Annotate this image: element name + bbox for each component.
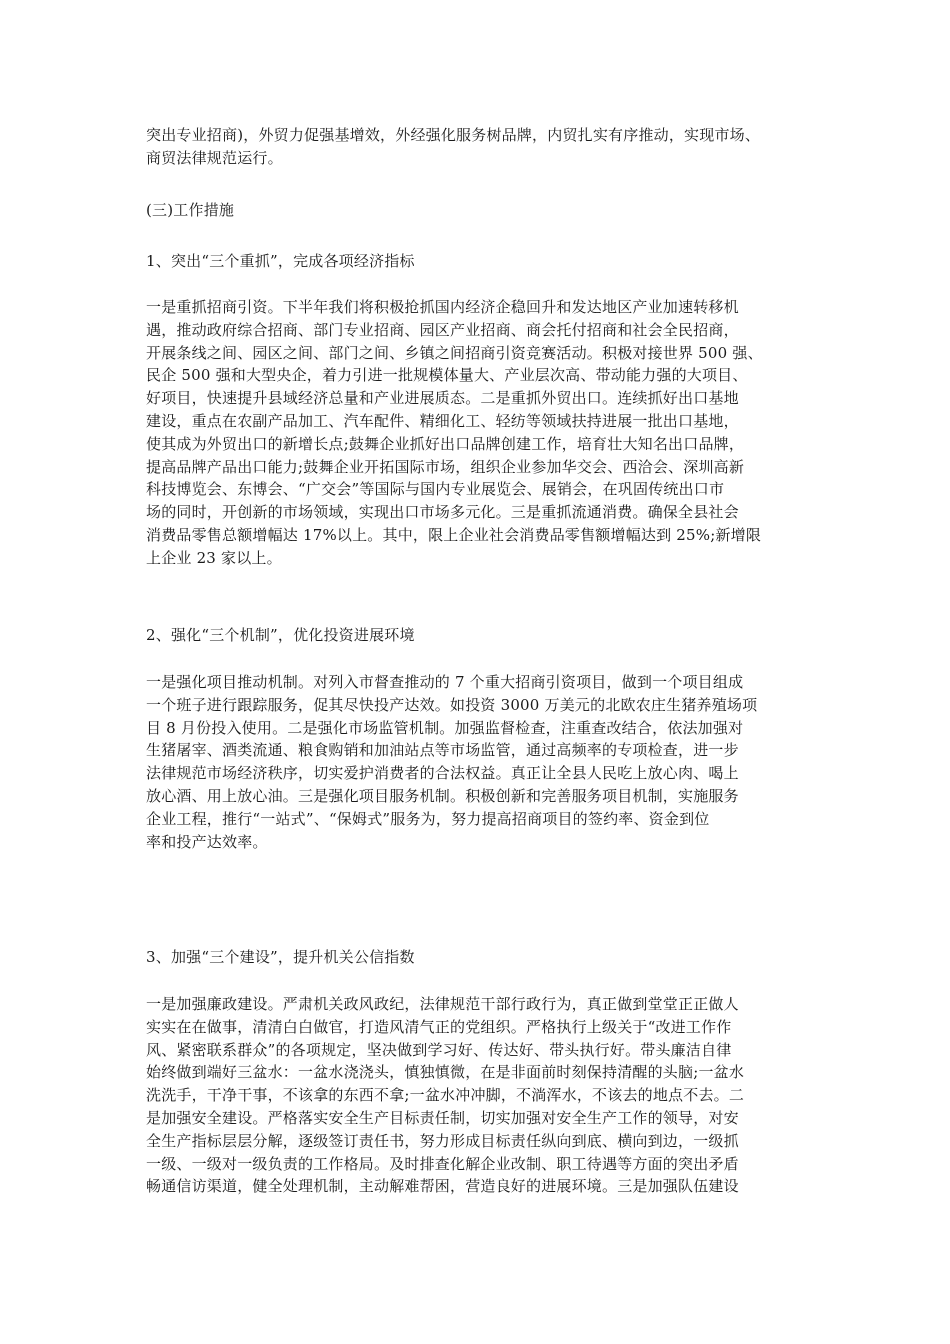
text-line: 开展条线之间、园区之间、部门之间、乡镇之间招商引资竞赛活动。积极对接世界 500 强、: [146, 343, 763, 362]
section-title: (三)工作措施: [146, 201, 235, 219]
item2-title: 2、强化“三个机制”，优化投资进展环境: [146, 626, 415, 644]
intro-paragraph: [146, 124, 816, 170]
text-line: 遇，推动政府综合招商、部门专业招商、园区产业招商、商会托付招商和社会全民招商，: [146, 320, 739, 339]
text-line: 民企 500 强和大型央企，着力引进一批规模体量大、产业层次高、带动能力强的大项目、: [146, 366, 748, 385]
text-line: 建设，重点在农副产品加工、汽车配件、精细化工、轻纺等领域扶持进展一批出口基地，: [146, 411, 739, 430]
item2-paragraph: [146, 671, 816, 853]
text-line: 全生产指标层层分解，逐级签订责任书，努力形成目标责任纵向到底、横向到边，一级抓: [146, 1131, 739, 1150]
text-line: 法律规范市场经济秩序，切实爱护消费者的合法权益。真正让全县人民吃上放心肉、喝上: [146, 764, 739, 783]
text-line: 风、紧密联系群众”的各项规定，坚决做到学习好、传达好、带头执行好。带头廉洁自律: [146, 1040, 732, 1059]
text-line: 突出专业招商)，外贸力促强基增效，外经强化服务树品牌，内贸扎实有序推动，实现市场、: [146, 126, 761, 144]
text-line: 商贸法律规范运行。: [146, 148, 283, 167]
text-line: 洗洗手，干净干事，不该拿的东西不拿;一盆水冲冲脚，不淌浑水，不该去的地点不去。二: [146, 1086, 745, 1105]
item1-paragraph: [146, 296, 816, 570]
item3-title: 3、加强“三个建设”，提升机关公信指数: [146, 948, 415, 966]
text-line: 畅通信访渠道，健全处理机制，主动解难帮困，营造良好的进展环境。三是加强队伍建设: [146, 1177, 739, 1196]
text-line: 好项目，快速提升县域经济总量和产业进展质态。二是重抓外贸出口。连续抓好出口基地: [146, 389, 739, 408]
text-line: 是加强安全建设。严格落实安全生产目标责任制，切实加强对安全生产工作的领导，对安: [146, 1108, 739, 1127]
text-line: 一是重抓招商引资。下半年我们将积极抢抓国内经济企稳回升和发达地区产业加速转移机: [146, 298, 739, 316]
text-line: 消费品零售总额增幅达 17%以上。其中，限上企业社会消费品零售额增幅达到 25%;新增限: [146, 525, 762, 544]
text-line: 科技博览会、东博会、“广交会”等国际与国内专业展览会、展销会，在巩固传统出口市: [146, 480, 725, 499]
text-line: 提高品牌产品出口能力;鼓舞企业开拓国际市场，组织企业参加华交会、西洽会、深圳高新: [146, 457, 745, 476]
text-line: 目 8 月份投入使用。二是强化市场监管机制。加强监督检查，注重查改结合，依法加强对: [146, 718, 744, 737]
text-line: 一是强化项目推动机制。对列入市督查推动的 7 个重大招商引资项目，做到一个项目组成: [146, 673, 744, 691]
text-line: 始终做到端好三盆水：一盆水浇浇头，慎独慎微，在是非面前时刻保持清醒的头脑;一盆水: [146, 1063, 745, 1082]
item1-title: 1、突出“三个重抓”，完成各项经济指标: [146, 252, 415, 270]
text-line: 生猪屠宰、酒类流通、粮食购销和加油站点等市场监管，通过高频率的专项检查，进一步: [146, 741, 739, 760]
text-line: 一是加强廉政建设。严肃机关政风政纪，法律规范干部行政行为，真正做到堂堂正正做人: [146, 995, 739, 1013]
text-line: 率和投产达效率。: [146, 832, 268, 851]
text-line: 一级、一级对一级负责的工作格局。及时排查化解企业改制、职工待遇等方面的突出矛盾: [146, 1154, 739, 1173]
text-line: 场的同时，开创新的市场领域，实现出口市场多元化。三是重抓流通消费。确保全县社会: [146, 503, 739, 522]
text-line: 一个班子进行跟踪服务，促其尽快投产达效。如投资 3000 万美元的北欧农庄生猪养殖场项: [146, 695, 758, 714]
text-line: 使其成为外贸出口的新增长点;鼓舞企业抓好出口品牌创建工作，培育壮大知名出口品牌，: [146, 434, 745, 453]
text-line: 企业工程，推行“一站式”、“保姆式”服务为，努力提高招商项目的签约率、资金到位: [146, 809, 710, 828]
text-line: 放心酒、用上放心油。三是强化项目服务机制。积极创新和完善服务项目机制，实施服务: [146, 786, 739, 805]
text-line: 实实在在做事，清清白白做官，打造风清气正的党组织。严格执行上级关于“改进工作作: [146, 1017, 732, 1036]
text-line: 上企业 23 家以上。: [146, 548, 282, 567]
item3-paragraph: [146, 993, 816, 1198]
